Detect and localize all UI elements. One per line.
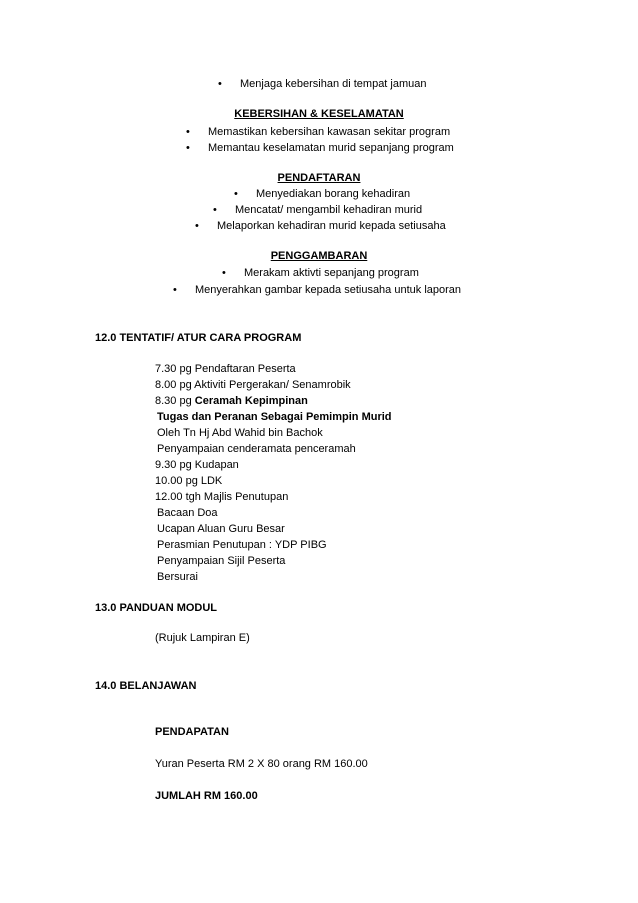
- schedule-line-bold: Ceramah Kepimpinan: [194, 395, 308, 407]
- list-item: • Menyerahkan gambar kepada setiusaha untuk laporan: [173, 284, 462, 296]
- section-heading-pendaftaran: PENDAFTARAN: [277, 172, 361, 184]
- schedule-line: 8.00 pg Aktiviti Pergerakan/ Senamrobik: [155, 379, 351, 391]
- schedule-line: 12.00 tgh Majlis Penutupan: [155, 491, 289, 503]
- bullet-icon: •: [234, 188, 238, 200]
- section-heading-kebersihan: KEBERSIHAN & KESELAMATAN: [234, 108, 404, 120]
- module-reference: (Rujuk Lampiran E): [155, 632, 250, 644]
- section-heading-12: 12.0 TENTATIF/ ATUR CARA PROGRAM: [95, 332, 302, 344]
- list-item: • Melaporkan kehadiran murid kepada setiusaha: [195, 220, 446, 232]
- list-item: • Memantau keselamatan murid sepanjang program: [186, 142, 454, 154]
- list-item: • Menjaga kebersihan di tempat jamuan: [218, 78, 427, 90]
- income-line: Yuran Peserta RM 2 X 80 orang RM 160.00: [155, 758, 368, 770]
- bullet-icon: •: [173, 284, 177, 296]
- section-heading-14: 14.0 BELANJAWAN: [95, 680, 197, 692]
- bullet-icon: •: [213, 204, 217, 216]
- list-item: • Merakam aktivti sepanjang program: [222, 267, 419, 279]
- schedule-line: Penyampaian cenderamata penceramah: [157, 443, 356, 455]
- schedule-line: 7.30 pg Pendaftaran Peserta: [155, 363, 296, 375]
- list-item: • Mencatat/ mengambil kehadiran murid: [213, 204, 423, 216]
- bullet-icon: •: [186, 126, 190, 138]
- schedule-line: Bersurai: [157, 571, 198, 583]
- list-item: • Memastikan kebersihan kawasan sekitar program: [186, 126, 451, 138]
- schedule-line: Bacaan Doa: [157, 507, 218, 519]
- schedule-line: Penyampaian Sijil Peserta: [157, 555, 286, 567]
- section-heading-penggambaran: PENGGAMBARAN: [270, 250, 368, 262]
- bullet-icon: •: [186, 142, 190, 154]
- schedule-line: Oleh Tn Hj Abd Wahid bin Bachok: [157, 427, 323, 439]
- schedule-line: Tugas dan Peranan Sebagai Pemimpin Murid: [157, 411, 392, 423]
- bullet-icon: •: [195, 220, 199, 232]
- bullet-icon: •: [218, 78, 222, 90]
- income-heading: PENDAPATAN: [155, 726, 229, 738]
- schedule-line: 8.30 pg Ceramah Kepimpinan: [155, 395, 308, 407]
- schedule-line: 10.00 pg LDK: [155, 475, 223, 487]
- schedule-line: Perasmian Penutupan : YDP PIBG: [157, 539, 327, 551]
- schedule-line: 9.30 pg Kudapan: [155, 459, 239, 471]
- income-total: JUMLAH RM 160.00: [155, 790, 258, 802]
- list-item: • Menyediakan borang kehadiran: [234, 188, 411, 200]
- bullet-icon: •: [222, 267, 226, 279]
- schedule-line: Ucapan Aluan Guru Besar: [157, 523, 285, 535]
- section-heading-13: 13.0 PANDUAN MODUL: [95, 602, 218, 614]
